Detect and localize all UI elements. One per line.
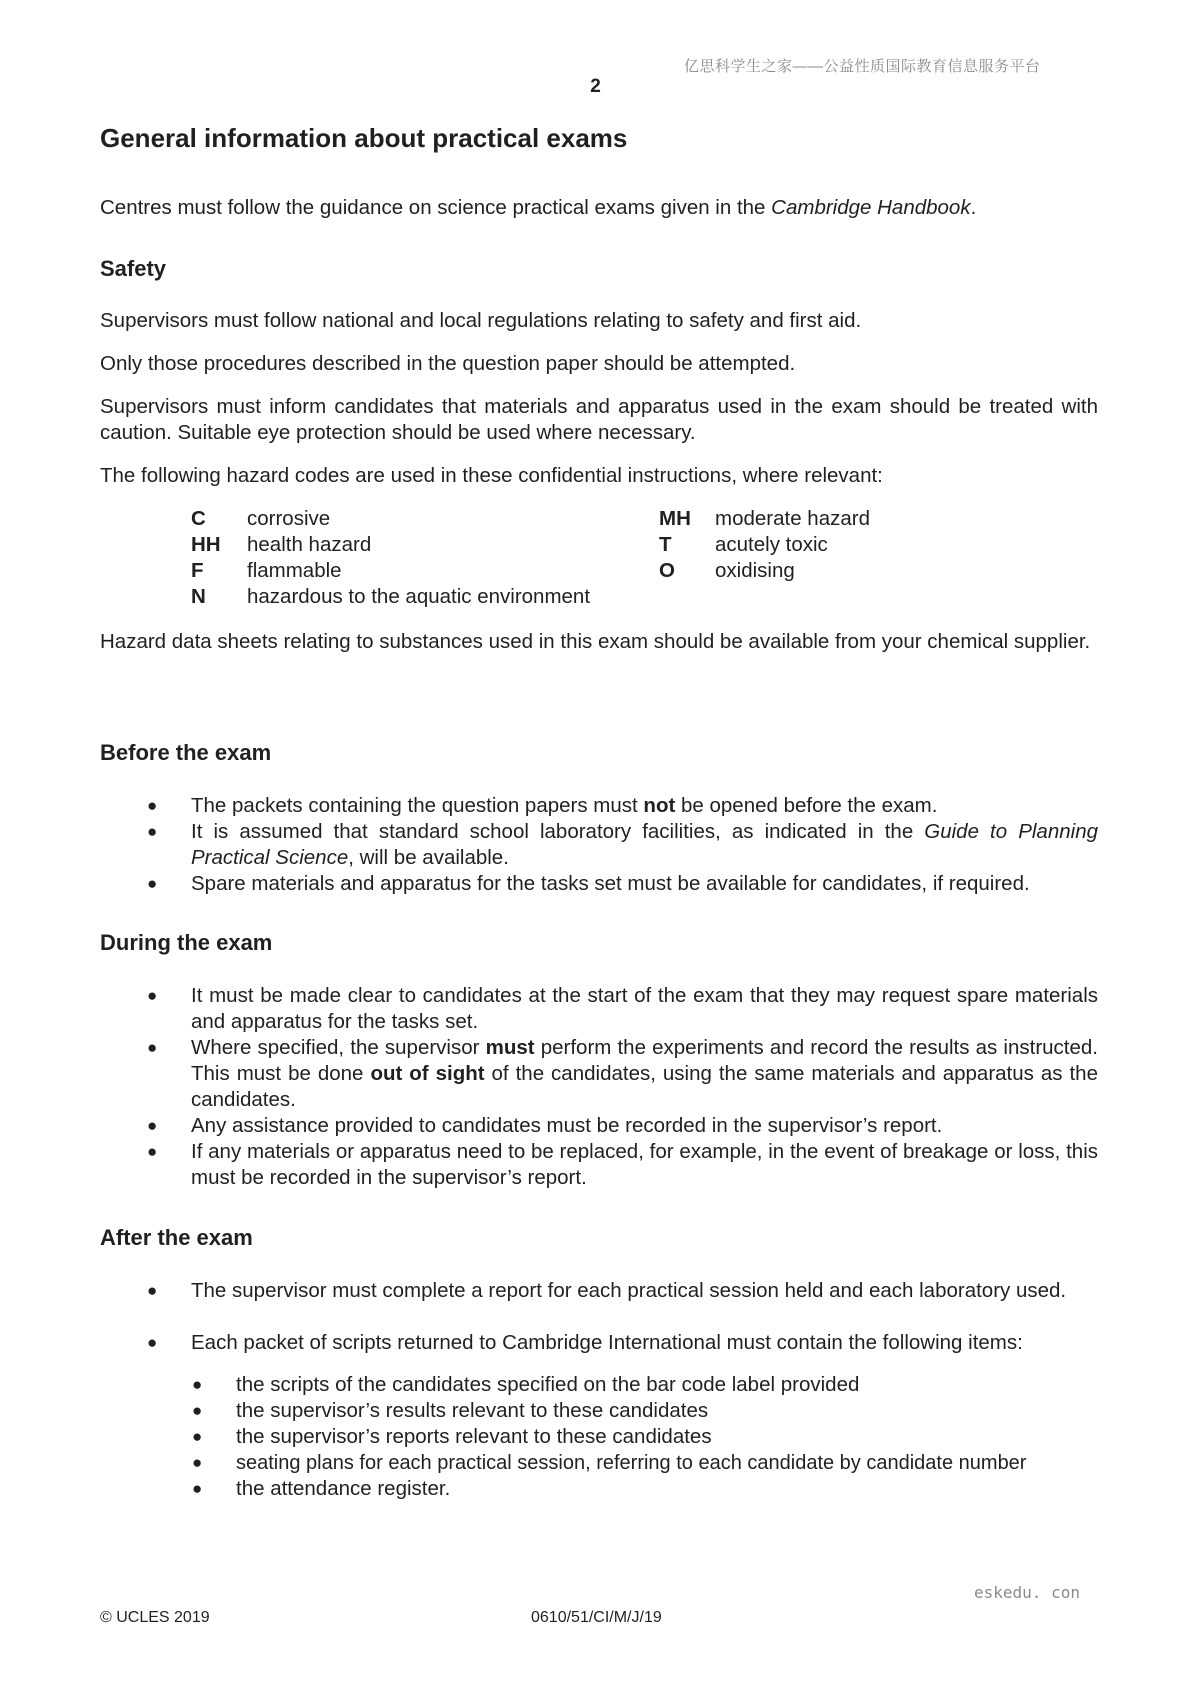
bullet-icon: ● [147,874,158,893]
hazard-code: MH [659,507,691,530]
hazard-description: oxidising [715,559,795,582]
page-number: 2 [590,76,601,97]
list-item-text: The packets containing the question papers must not be opened before the exam. [191,794,938,817]
after-exam-list [147,1278,1098,1358]
list-item-text: The supervisor must complete a report for each practical session held and each laboratory used. [191,1279,1067,1302]
list-item-text: Any assistance provided to candidates must be recorded in the supervisor’s report. [191,1114,943,1137]
during-exam-list [147,983,1098,1193]
bullet-icon: ● [192,1453,203,1472]
safety-heading: Safety [100,256,167,281]
list-item-text: Spare materials and apparatus for the tasks set must be available for candidates, if required. [191,872,1030,895]
hazard-description: corrosive [247,507,331,530]
watermark-bottom: eskedu. con [974,1583,1080,1602]
footer-copyright: © UCLES 2019 [100,1609,210,1626]
bullet-icon: ● [192,1401,203,1420]
footer-document-code: 0610/51/CI/M/J/19 [531,1609,662,1626]
safety-paragraph-3: Supervisors must inform candidates that materials and apparatus used in the exam should be treated with caution. Suitable eye protection should be used where necessary. [100,395,1098,444]
bullet-icon: ● [147,1038,158,1057]
page-title: General information about practical exams [100,123,628,153]
hazard-code: T [659,533,672,556]
intro-paragraph: Centres must follow the guidance on science practical exams given in the Cambridge Handbook. [100,196,977,219]
bullet-icon: ● [147,796,158,815]
bullet-icon: ● [147,1281,158,1300]
bullet-icon: ● [192,1427,203,1446]
hazard-code: O [659,559,675,582]
list-item-text: If any materials or apparatus need to be replaced, for example, in the event of breakage or loss, this must be recorded in the supervisor’s report. [191,1140,1098,1189]
bullet-icon: ● [147,986,158,1005]
safety-paragraph-4: The following hazard codes are used in these confidential instructions, where relevant: [100,464,883,487]
during-exam-heading: During the exam [100,930,273,955]
packet-contents-list [192,1372,1098,1504]
hazard-description: acutely toxic [715,533,828,556]
after-exam-heading: After the exam [100,1225,253,1250]
safety-paragraph-2: Only those procedures described in the question paper should be attempted. [100,352,796,375]
list-item-text: Where specified, the supervisor must perform the experiments and record the results as instructed. This must be done out of sight of the candidates, using the same materials and apparatus as the candidates. [191,1036,1098,1111]
list-item-text: the attendance register. [236,1477,451,1500]
hazard-code: F [191,559,204,582]
list-item-text: Each packet of scripts returned to Cambridge International must contain the following items: [191,1331,1023,1354]
hazard-description: health hazard [247,533,372,556]
bullet-icon: ● [147,1142,158,1161]
bullet-icon: ● [147,822,158,841]
bullet-icon: ● [147,1333,158,1352]
list-item-text: It is assumed that standard school laboratory facilities, as indicated in the Guide to Planning Practical Science, will be available. [191,820,1098,869]
hazard-code: HH [191,533,221,556]
hazard-code: C [191,507,206,530]
list-item-text: the scripts of the candidates specified on the bar code label provided [236,1373,860,1396]
before-exam-heading: Before the exam [100,740,272,765]
hazard-codes-right [659,506,959,590]
list-item-text: It must be made clear to candidates at the start of the exam that they may request spare materials and apparatus for the tasks set. [191,984,1098,1033]
list-item-text: the supervisor’s results relevant to these candidates [236,1399,709,1422]
hazard-description: hazardous to the aquatic environment [247,585,591,608]
list-item-text: the supervisor’s reports relevant to these candidates [236,1425,712,1448]
list-item-text: seating plans for each practical session, referring to each candidate by candidate number [236,1452,1027,1474]
watermark-top: 亿思科学生之家——公益性质国际教育信息服务平台 [684,58,1041,75]
bullet-icon: ● [192,1375,203,1394]
hazard-description: flammable [247,559,342,582]
safety-paragraph-5: Hazard data sheets relating to substances used in this exam should be available from your chemical supplier. [100,630,1091,653]
hazard-codes-left [191,506,651,616]
bullet-icon: ● [147,1116,158,1135]
hazard-code: N [191,585,206,608]
safety-paragraph-1: Supervisors must follow national and local regulations relating to safety and first aid. [100,309,862,332]
bullet-icon: ● [192,1479,203,1498]
hazard-description: moderate hazard [715,507,870,530]
before-exam-list [147,793,1098,903]
